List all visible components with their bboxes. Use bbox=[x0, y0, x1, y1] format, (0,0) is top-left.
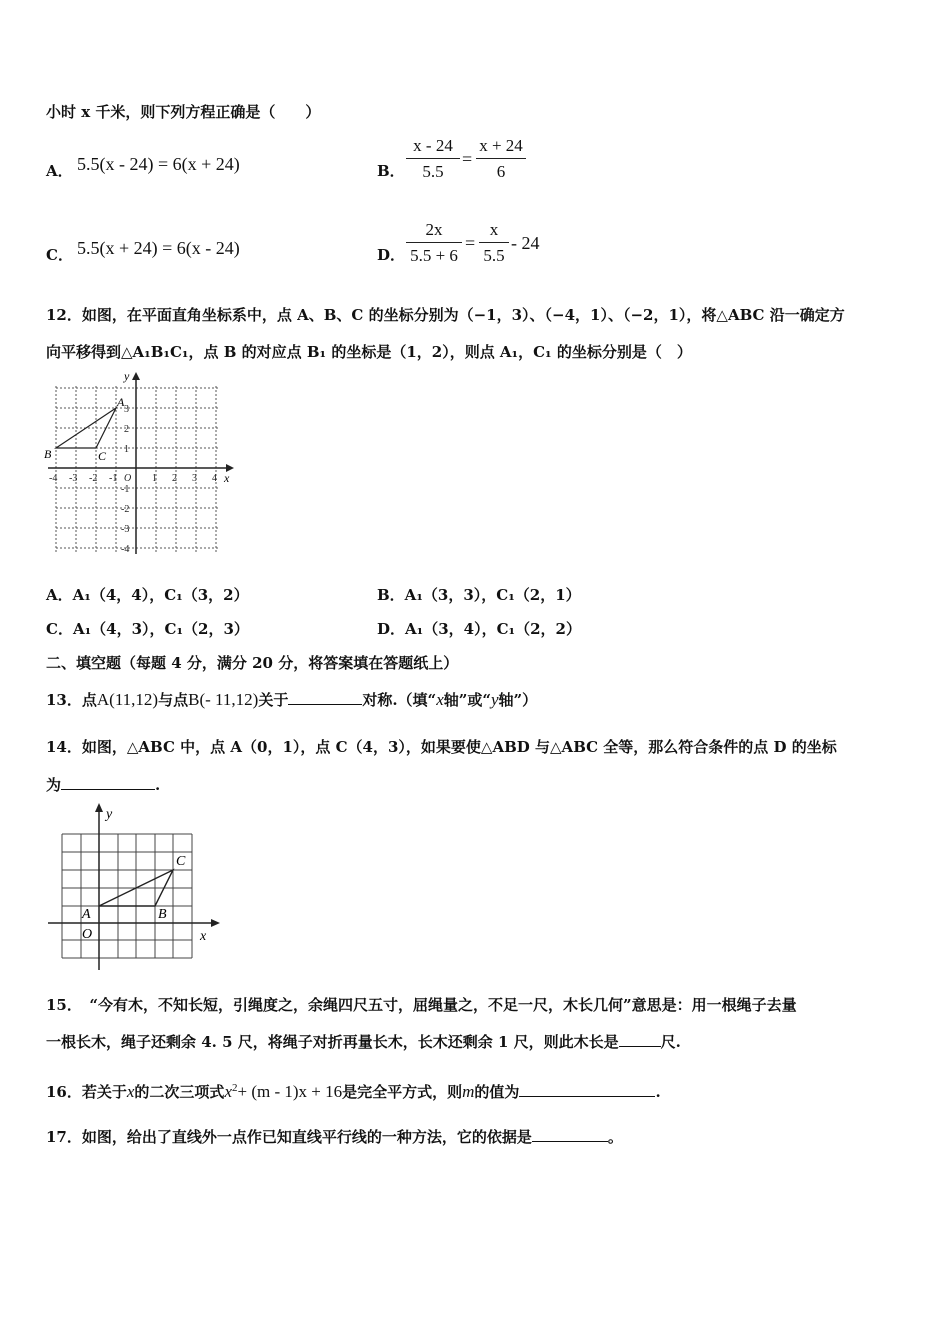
q12-xtick-m2: -2 bbox=[89, 473, 98, 484]
q17-text: 17．如图，给出了直线外一点作已知直线平行线的一种方法，它的依据是 bbox=[46, 1128, 532, 1146]
q12-ytick-m4: -4 bbox=[121, 544, 130, 555]
q16-answer-blank[interactable] bbox=[519, 1082, 655, 1097]
q12-label-b: B bbox=[44, 447, 52, 461]
q12-stem-line1: 12．如图，在平面直角坐标系中，点 A、B、C 的坐标分别为（−1，3）、（−4，1）、（−2，1），将△ABC 沿一确定方 bbox=[46, 306, 845, 324]
q15-stem-line1: 15． “今有木，不知长短，引绳度之，余绳四尺五寸，屈绳量之，不足一尺，木长几何”意思是：用一根绳子去量 bbox=[46, 996, 797, 1014]
q13-about: 关于 bbox=[258, 691, 289, 709]
q12-ytick-2: 2 bbox=[124, 424, 129, 435]
q16-x: x bbox=[126, 1082, 135, 1101]
q11-option-d-label: D． bbox=[377, 246, 406, 264]
q11-option-d-eq: = bbox=[465, 233, 476, 253]
q11-option-b-frac1: $\frac{x - 24}{5.5}$ bbox=[406, 136, 460, 182]
q12-coordinate-figure bbox=[44, 368, 240, 558]
q13-point-b: B(- 11,12) bbox=[188, 690, 259, 709]
q16-expr-sup: 2 bbox=[231, 1082, 238, 1094]
q13-y-axis: 轴”） bbox=[498, 691, 538, 709]
q14-y-arrow bbox=[95, 803, 103, 812]
q15-answer-blank[interactable] bbox=[619, 1032, 661, 1047]
q12-ytick-m3: -3 bbox=[121, 524, 130, 535]
q12-stem-line2: 向平移得到△A₁B₁C₁，点 B 的对应点 B₁ 的坐标是（1，2），则点 A₁，C₁ 的坐标分别是（ ） bbox=[46, 343, 692, 361]
q11-option-d-frac2: $\frac{x}{5.5}$ bbox=[479, 220, 509, 266]
q12-label-x: x bbox=[224, 471, 230, 485]
q15-stem-line2 bbox=[46, 1032, 681, 1052]
q12-xtick-2: 2 bbox=[172, 473, 177, 484]
q16-m: m bbox=[462, 1082, 475, 1101]
q12-ytick-m2: -2 bbox=[121, 504, 130, 515]
q13-suffix: 对称.（填“ bbox=[362, 691, 437, 709]
q13-line bbox=[46, 690, 537, 710]
q12-xtick-m4: -4 bbox=[49, 473, 58, 484]
q11-option-b-frac2: $\frac{x + 24}{6}$ bbox=[476, 136, 526, 182]
q14-stem-line2 bbox=[46, 775, 160, 795]
q17-answer-blank[interactable] bbox=[532, 1127, 608, 1142]
q14-x-arrow bbox=[211, 919, 220, 927]
q13-mid: 与点 bbox=[158, 691, 189, 709]
q14-label-a: A bbox=[82, 907, 91, 922]
q14-label-c: C bbox=[176, 854, 186, 869]
q12-xtick-m3: -3 bbox=[69, 473, 78, 484]
q12-label-y: y bbox=[124, 369, 130, 383]
q12-y-arrow bbox=[132, 372, 140, 380]
q13-y: y bbox=[491, 690, 499, 709]
q12-xtick-m1: -1 bbox=[109, 473, 118, 484]
q14-label-o: O bbox=[82, 927, 93, 942]
q17-line bbox=[46, 1127, 623, 1147]
q11-option-b-eq: = bbox=[462, 149, 473, 169]
q12-ytick-3: 3 bbox=[124, 404, 129, 415]
q12-option-b: B．A₁（3，3），C₁（2，1） bbox=[377, 586, 581, 604]
q12-option-c: C．A₁（4，3），C₁（2，3） bbox=[46, 620, 249, 638]
q11-stem: 小时 x 千米，则下列方程正确是（ ） bbox=[46, 103, 321, 121]
section2-title: 二、填空题（每题 4 分，满分 20 分，将答案填在答题纸上） bbox=[46, 654, 459, 672]
q14-label-y: y bbox=[106, 807, 113, 822]
q16-mid2: 是完全平方式，则 bbox=[342, 1083, 463, 1101]
q12-xtick-origin: O bbox=[124, 473, 132, 484]
q14-label-b: B bbox=[158, 907, 167, 922]
q15-line2-prefix: 一根长木，绳子还剩余 4. 5 尺，将绳子对折再量长木，长木还剩余 1 尺，则此木长是 bbox=[46, 1033, 619, 1051]
q15-line2-suffix: 尺. bbox=[660, 1033, 681, 1051]
q12-xtick-1: 1 bbox=[152, 473, 157, 484]
q12-option-a: A．A₁（4，4），C₁（3，2） bbox=[46, 586, 249, 604]
q12-grid bbox=[56, 386, 220, 552]
q11-option-a-expr: 5.5(x - 24) = 6(x + 24) bbox=[77, 154, 240, 174]
q16-mid: 的二次三项式 bbox=[134, 1083, 225, 1101]
q13-prefix: 13．点 bbox=[46, 691, 97, 709]
q14-stem-line1: 14．如图，△ABC 中，点 A（0，1），点 C（4，3），如果要使△ABD 与△ABC 全等，那么符合条件的点 D 的坐标 bbox=[46, 738, 837, 756]
q16-line bbox=[46, 1078, 661, 1102]
q12-option-d: D．A₁（3，4），C₁（2，2） bbox=[377, 620, 581, 638]
q12-xtick-4: 4 bbox=[212, 473, 217, 484]
q16-prefix: 16．若关于 bbox=[46, 1083, 127, 1101]
q12-ytick-m1: -1 bbox=[121, 484, 130, 495]
q11-option-d-tail: - 24 bbox=[511, 233, 540, 253]
q16-end: . bbox=[655, 1083, 661, 1101]
q16-suffix: 的值为 bbox=[474, 1083, 520, 1101]
q12-label-a: A bbox=[117, 395, 125, 409]
q13-point-a: A(11,12) bbox=[96, 690, 159, 709]
q13-x-axis: 轴”或“ bbox=[443, 691, 491, 709]
q11-option-c-label: C． bbox=[46, 246, 73, 264]
q12-xtick-3: 3 bbox=[192, 473, 197, 484]
q12-ytick-1: 1 bbox=[124, 444, 129, 455]
q14-coordinate-figure bbox=[44, 800, 226, 975]
q16-expr-rest: + (m - 1)x + 16 bbox=[237, 1082, 343, 1101]
q11-option-a-label: A． bbox=[46, 162, 73, 180]
q14-label-x: x bbox=[200, 929, 207, 944]
q12-label-c: C bbox=[98, 449, 107, 463]
q11-option-c-expr: 5.5(x + 24) = 6(x - 24) bbox=[77, 238, 240, 258]
q17-end: 。 bbox=[607, 1128, 623, 1146]
q14-answer-blank[interactable] bbox=[61, 775, 155, 790]
q13-answer-blank[interactable] bbox=[288, 690, 362, 705]
q11-option-b-label: B． bbox=[377, 162, 405, 180]
q11-option-d-frac1: $\frac{2x}{5.5 + 6}$ bbox=[406, 220, 462, 266]
q14-line2-prefix: 为 bbox=[46, 776, 62, 794]
q14-line2-suffix: . bbox=[155, 776, 161, 794]
q13-x: x bbox=[436, 690, 444, 709]
q16-expr-base: x bbox=[224, 1082, 232, 1101]
